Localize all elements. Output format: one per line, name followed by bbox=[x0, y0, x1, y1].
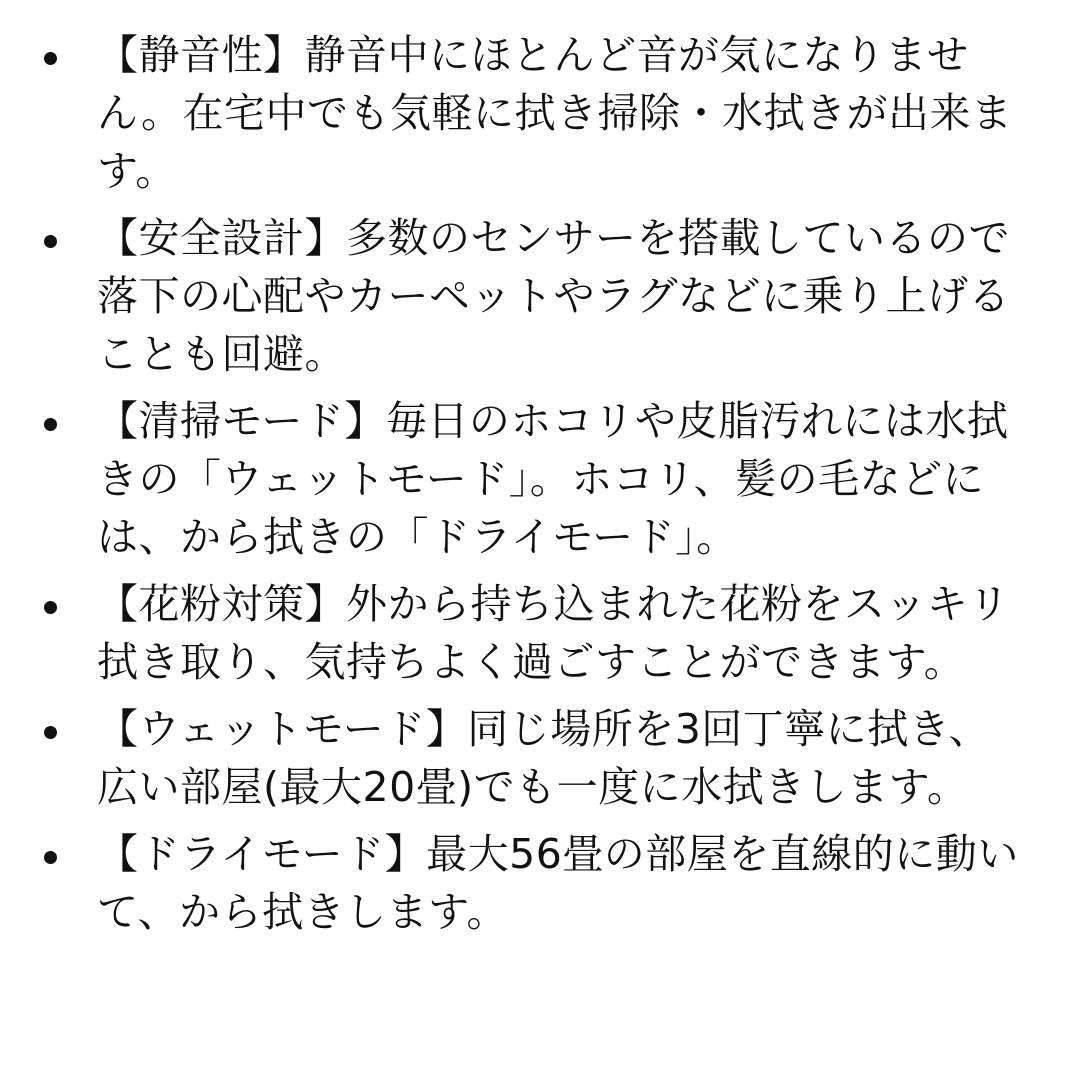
list-item bbox=[0, 209, 1080, 383]
bullet-icon bbox=[44, 851, 57, 864]
list-item bbox=[0, 26, 1080, 200]
bullet-icon bbox=[44, 601, 57, 614]
list-item bbox=[0, 700, 1080, 816]
feature-text: 【ドライモード】最大56畳の部屋を直線的に動いて、から拭きします。 bbox=[97, 830, 1019, 936]
feature-text: 【清掃モード】毎日のホコリや皮脂汚れには水拭きの「ウェットモード」。ホコリ、髪の毛などには、から拭きの「ドライモード」。 bbox=[97, 397, 1009, 561]
bullet-icon bbox=[44, 52, 57, 65]
feature-text: 【静音性】静音中にほとんど音が気になりません。在宅中でも気軽に拭き掃除・水拭きが出来ます。 bbox=[97, 31, 1013, 195]
feature-text: 【花粉対策】外から持ち込まれた花粉をスッキリ拭き取り、気持ちよく過ごすことができます。 bbox=[97, 580, 1010, 686]
feature-list bbox=[0, 26, 1080, 950]
bullet-icon bbox=[44, 726, 57, 739]
feature-text: 【ウェットモード】同じ場所を3回丁寧に拭き、広い部屋(最大20畳)でも一度に水拭きします。 bbox=[97, 705, 991, 811]
feature-text: 【安全設計】多数のセンサーを搭載しているので落下の心配やカーペットやラグなどに乗り上げることも回避。 bbox=[97, 214, 1010, 378]
list-item bbox=[0, 825, 1080, 941]
bullet-icon bbox=[44, 418, 57, 431]
list-item bbox=[0, 575, 1080, 691]
list-item bbox=[0, 392, 1080, 566]
bullet-icon bbox=[44, 235, 57, 248]
